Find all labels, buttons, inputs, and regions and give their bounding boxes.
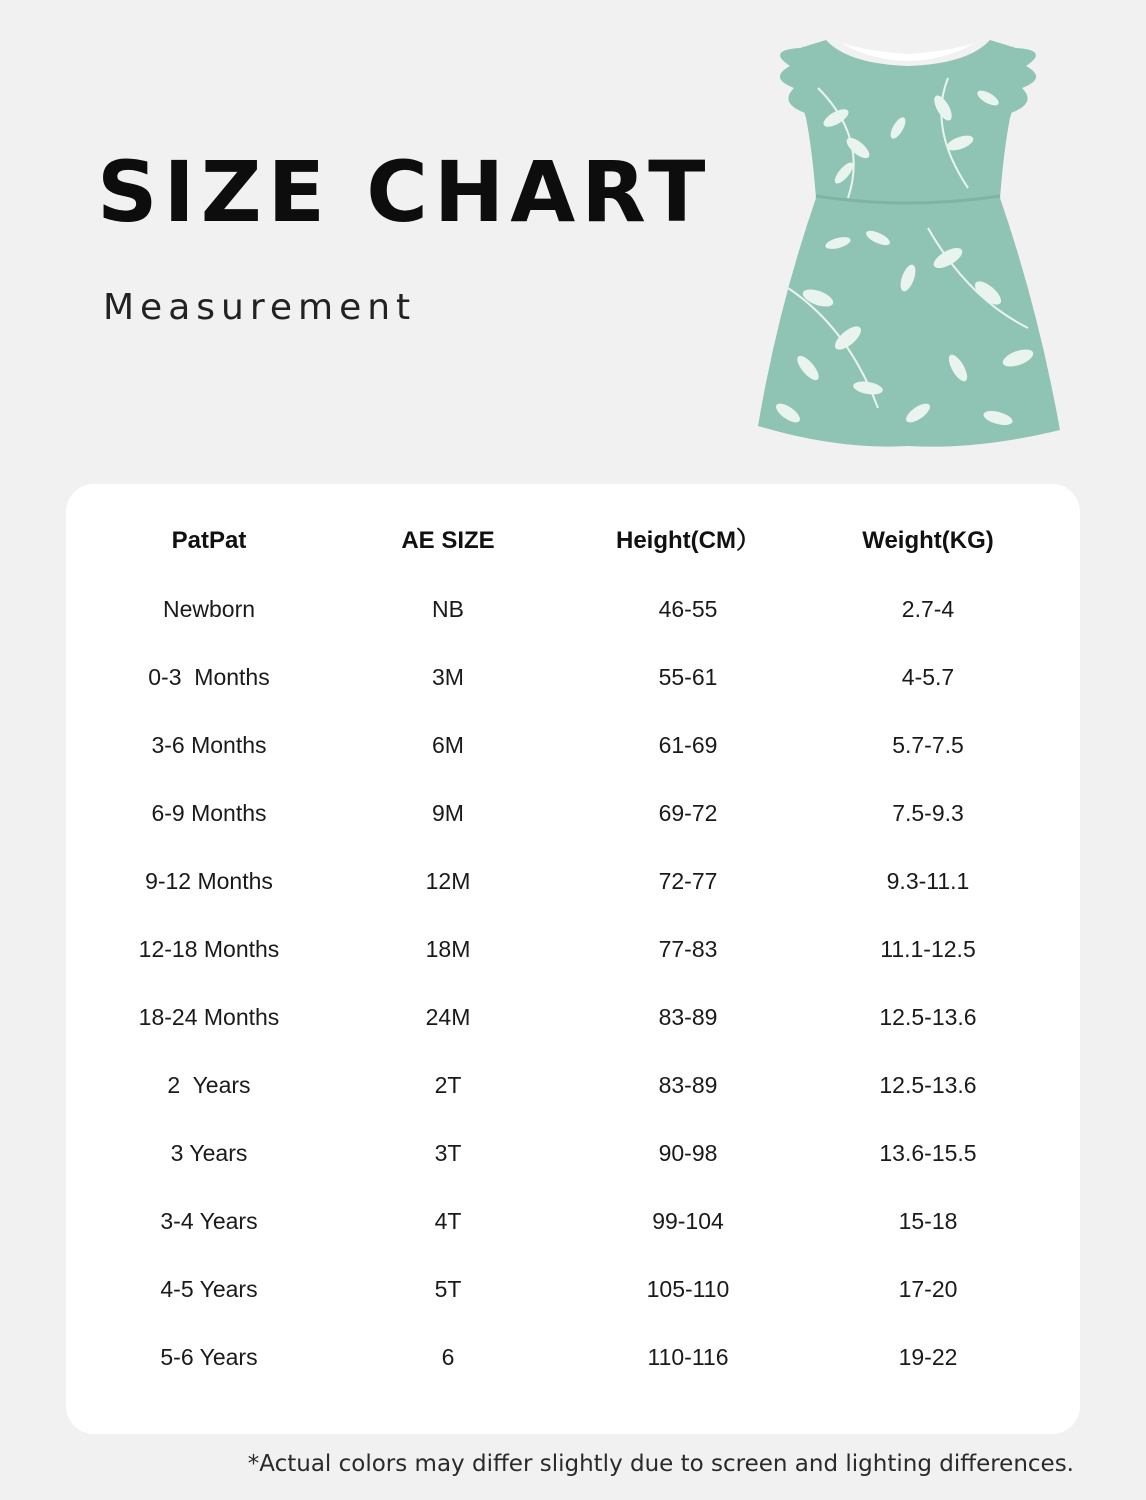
cell-ae-size: 4T — [434, 1208, 462, 1234]
cell-weight: 13.6-15.5 — [879, 1140, 977, 1166]
cell-weight: 11.1-12.5 — [880, 936, 976, 962]
cell-ae-size: 6M — [432, 732, 464, 758]
cell-patpat-size: Newborn — [162, 596, 256, 622]
size-table — [66, 484, 1080, 1434]
cell-height: 83-89 — [658, 1072, 718, 1098]
table-row — [66, 997, 1080, 1037]
cell-weight: 5.7-7.5 — [892, 732, 964, 758]
cell-ae-size: 18M — [425, 936, 471, 962]
table-row — [66, 657, 1080, 697]
cell-patpat-size: 9-12 Months — [145, 868, 273, 894]
cell-height: 110-116 — [647, 1344, 729, 1370]
cell-height: 105-110 — [646, 1276, 730, 1302]
cell-ae-size: 24M — [425, 1004, 471, 1030]
table-row — [66, 589, 1080, 629]
table-row — [66, 1337, 1080, 1377]
cell-patpat-size: 3 Years — [170, 1140, 248, 1166]
cell-patpat-size: 12-18 Months — [138, 936, 280, 962]
cell-patpat-size: 18-24 Months — [138, 1004, 280, 1030]
cell-height: 72-77 — [658, 868, 718, 894]
cell-ae-size: NB — [432, 596, 464, 622]
cell-ae-size: 9M — [432, 800, 464, 826]
cell-weight: 17-20 — [898, 1276, 958, 1302]
header-weight: Weight(KG) — [862, 527, 994, 554]
cell-patpat-size: 2 Years — [167, 1072, 251, 1098]
cell-patpat-size: 3-6 Months — [151, 732, 267, 758]
table-row — [66, 861, 1080, 901]
cell-weight: 19-22 — [898, 1344, 958, 1370]
cell-height: 83-89 — [658, 1004, 718, 1030]
cell-patpat-size: 4-5 Years — [160, 1276, 258, 1302]
cell-height: 77-83 — [658, 936, 718, 962]
cell-height: 90-98 — [658, 1140, 718, 1166]
cell-patpat-size: 0-3 Months — [148, 664, 270, 690]
table-row — [66, 793, 1080, 833]
table-row — [66, 1065, 1080, 1105]
cell-height: 69-72 — [658, 800, 718, 826]
table-row — [66, 1201, 1080, 1241]
table-row — [66, 725, 1080, 765]
cell-height: 46-55 — [658, 596, 718, 622]
cell-weight: 7.5-9.3 — [892, 800, 964, 826]
cell-patpat-size: 6-9 Months — [151, 800, 267, 826]
cell-height: 61-69 — [658, 732, 718, 758]
header-height: Height(CM） — [616, 527, 760, 554]
header-ae-size: AE SIZE — [401, 527, 495, 554]
table-row — [66, 929, 1080, 969]
cell-height: 99-104 — [652, 1208, 724, 1234]
cell-patpat-size: 5-6 Years — [160, 1344, 258, 1370]
cell-weight: 9.3-11.1 — [886, 868, 970, 894]
cell-ae-size: 2T — [434, 1072, 462, 1098]
cell-ae-size: 3M — [432, 664, 464, 690]
table-row — [66, 1133, 1080, 1173]
cell-ae-size: 5T — [434, 1276, 462, 1302]
table-header-row — [66, 521, 1080, 561]
cell-patpat-size: 3-4 Years — [160, 1208, 258, 1234]
cell-ae-size: 12M — [425, 868, 471, 894]
color-disclaimer: *Actual colors may differ slightly due to screen and lighting differences. — [247, 1451, 1074, 1477]
cell-ae-size: 3T — [434, 1140, 462, 1166]
header-patpat: PatPat — [171, 527, 247, 554]
dress-image — [748, 28, 1068, 448]
cell-weight: 15-18 — [898, 1208, 958, 1234]
cell-weight: 12.5-13.6 — [879, 1004, 977, 1030]
cell-weight: 12.5-13.6 — [879, 1072, 977, 1098]
cell-weight: 2.7-4 — [901, 596, 955, 622]
cell-ae-size: 6 — [441, 1344, 455, 1370]
page-title: SIZE CHART — [97, 143, 712, 241]
cell-height: 55-61 — [658, 664, 718, 690]
page-subtitle: Measurement — [103, 287, 417, 328]
cell-weight: 4-5.7 — [901, 664, 955, 690]
table-row — [66, 1269, 1080, 1309]
